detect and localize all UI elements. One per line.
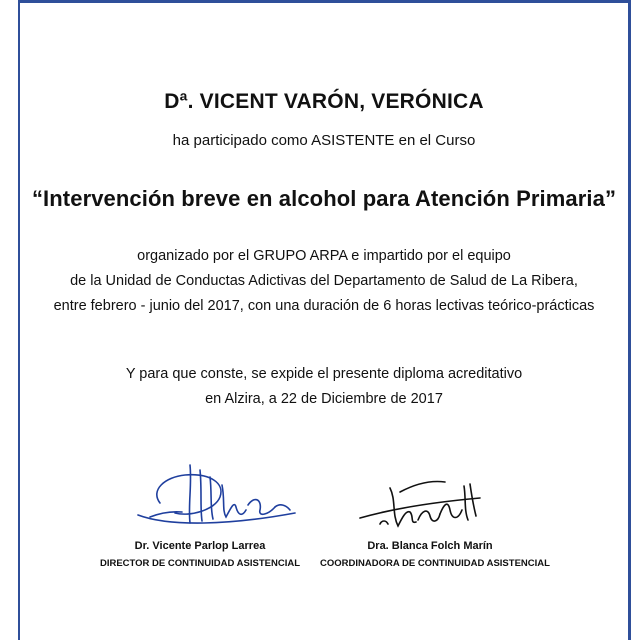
signatory-right: [320, 540, 550, 569]
signatory-left: [90, 540, 310, 569]
signatory-right-role: COORDINADORA DE CONTINUIDAD ASISTENCIAL: [320, 558, 550, 569]
participation-line: ha participado como ASISTENTE en el Curso: [172, 132, 476, 149]
border-top: [18, 0, 631, 3]
signatory-right-name: Dra. Blanca Folch Marín: [367, 540, 493, 552]
border-right: [628, 0, 631, 640]
course-title: “Intervención breve en alcohol para Atención Primaria”: [31, 186, 617, 211]
recipient-name: Dª. VICENT VARÓN, VERÓNICA: [164, 90, 484, 113]
detail-line-2: de la Unidad de Conductas Adictivas del Departamento de Salud de La Ribera,: [70, 273, 578, 289]
signature-right: [340, 470, 500, 540]
signatory-left-name: Dr. Vicente Parlop Larrea: [134, 540, 266, 552]
signatory-left-role: DIRECTOR DE CONTINUIDAD ASISTENCIAL: [99, 558, 301, 569]
detail-line-3: entre febrero - junio del 2017, con una duración de 6 horas lectivas teórico-prácticas: [53, 298, 595, 314]
closing-statement: [20, 362, 628, 412]
closing-line-1: Y para que conste, se expide el presente diploma acreditativo: [125, 366, 523, 382]
detail-line-1: organizado por el GRUPO ARPA e impartido por el equipo: [137, 248, 511, 264]
signature-left: [130, 455, 310, 540]
closing-line-2: en Alzira, a 22 de Diciembre de 2017: [205, 391, 443, 407]
course-details: [20, 244, 628, 319]
